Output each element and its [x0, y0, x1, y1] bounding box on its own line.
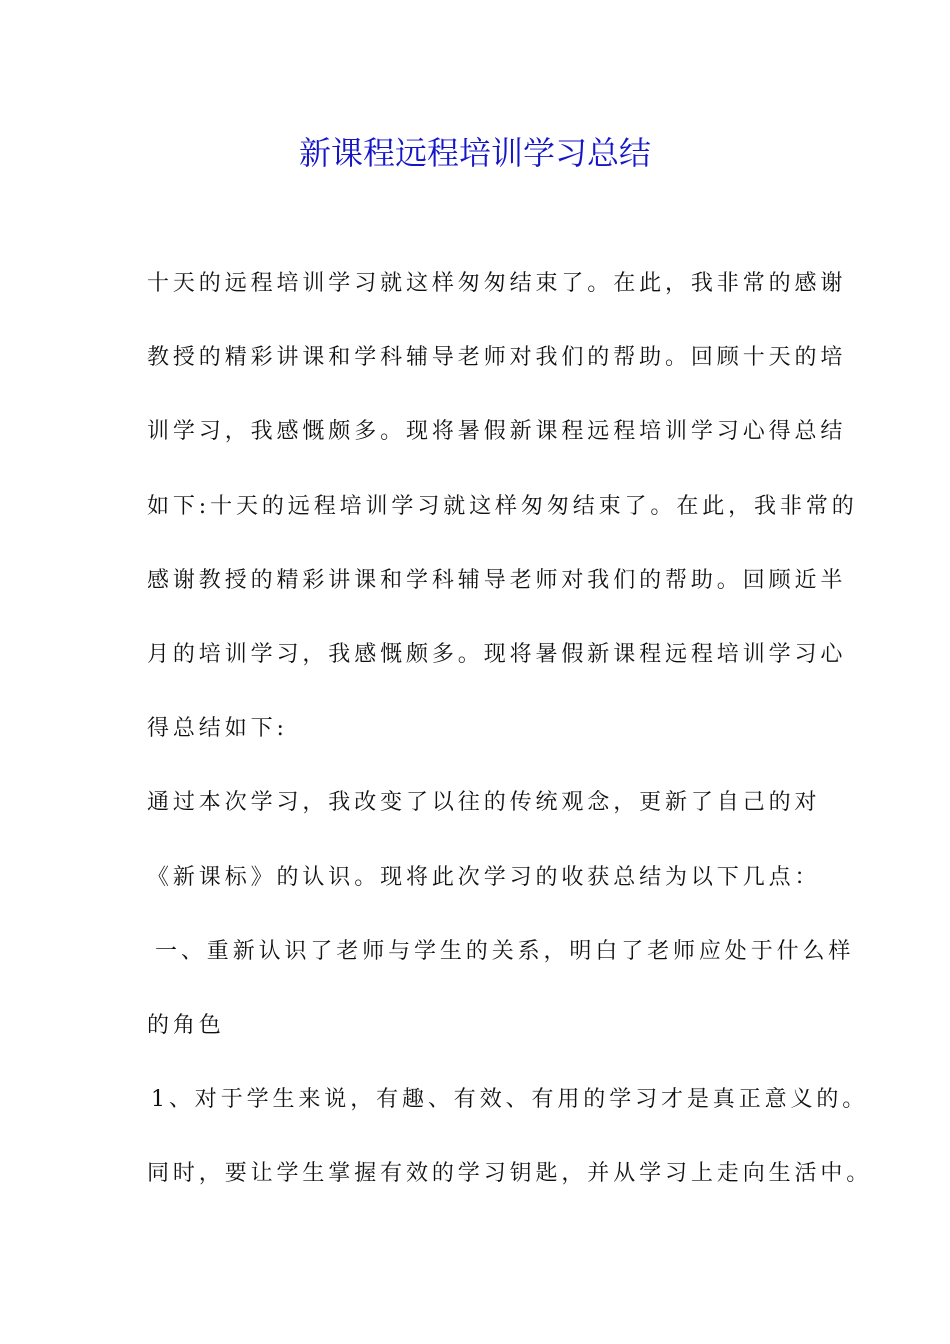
- body-line: 的角色: [147, 1012, 225, 1038]
- body-line: 通过本次学习，我改变了以往的传统观念，更新了自己的对: [147, 790, 821, 816]
- body-line: 如下:十天的远程培训学习就这样匆匆结束了。在此，我非常的: [147, 493, 858, 519]
- body-line: 十天的远程培训学习就这样匆匆结束了。在此，我非常的感谢: [147, 271, 847, 296]
- body-line: 感谢教授的精彩讲课和学科辅导老师对我们的帮助。回顾近半: [147, 567, 847, 593]
- document-title: 新课程远程培训学习总结: [298, 134, 651, 172]
- section-heading: 一、重新认识了老师与学生的关系，明白了老师应处于什么样: [155, 938, 855, 964]
- body-line: 月的培训学习，我感慨颇多。现将暑假新课程远程培训学习心: [147, 641, 847, 667]
- body-line: 训学习，我感慨颇多。现将暑假新课程远程培训学习心得总结: [147, 419, 847, 445]
- document-body: [147, 262, 873, 1226]
- body-line: 教授的精彩讲课和学科辅导老师对我们的帮助。回顾十天的培: [147, 345, 847, 371]
- body-line: 同时，要让学生掌握有效的学习钥匙，并从学习上走向生活中。: [147, 1161, 873, 1187]
- body-line: 《新课标》的认识。现将此次学习的收获总结为以下几点：: [147, 864, 821, 890]
- list-item: 1、对于学生来说，有趣、有效、有用的学习才是真正意义的。: [151, 1087, 869, 1113]
- body-line: 得总结如下:: [147, 716, 288, 742]
